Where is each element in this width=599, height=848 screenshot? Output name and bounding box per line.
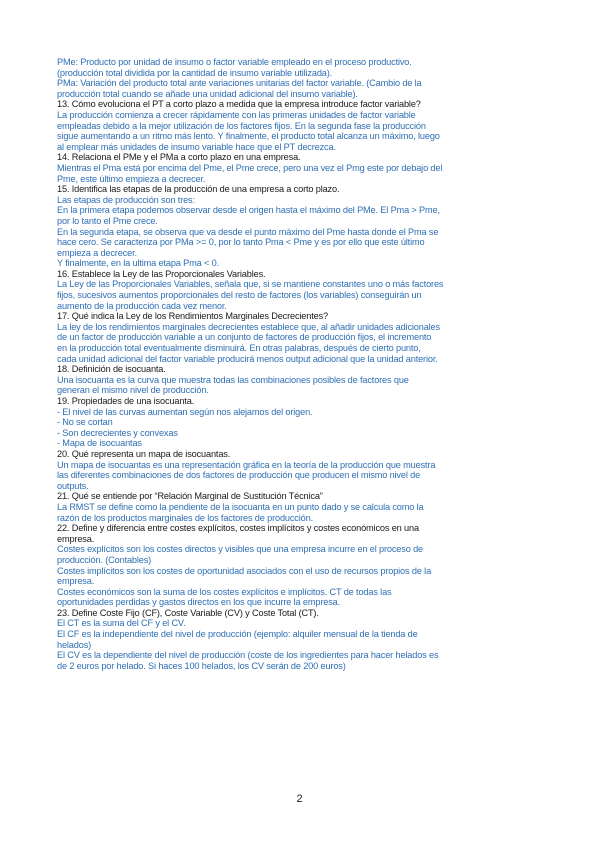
question-line: empresa.	[57, 533, 95, 544]
document-body	[57, 57, 542, 671]
question-line: 21. Qué se entiende por “Relación Marginal de Sustitución Técnica”	[57, 491, 323, 502]
answer-line: En la segunda etapa, se observa que va desde el punto máximo del Pme hasta donde el Pma se	[57, 226, 439, 237]
question-line: 16. Establece la Ley de las Proporcionales Variables.	[57, 268, 266, 279]
answer-line: helados)	[57, 639, 92, 650]
answer-line: de 2 euros por helado. Si haces 100 helados, los CV serán de 200 euros)	[57, 660, 346, 671]
answer-line: generan el mismo nivel de producción.	[57, 385, 209, 396]
question-line: 23. Define Coste Fijo (CF), Coste Variable (CV) y Coste Total (CT).	[57, 607, 319, 618]
answer-line: empleadas debido a la mejor utilización de los factores fijos. En la segunda fase la producción	[57, 120, 426, 131]
answer-line: por lo tanto el Pme crece.	[57, 215, 158, 226]
question-line: 22. Define y diferencia entre costes explícitos, costes implícitos y costes económicos en una	[57, 523, 419, 534]
answer-line: Y finalmente, en la ultima etapa Pma < 0.	[57, 258, 219, 269]
answer-line: El CT es la suma del CF y el CV.	[57, 618, 186, 629]
answer-line: aumento de la producción cada vez menor.	[57, 300, 227, 311]
answer-line: PMe: Producto por unidad de insumo o factor variable empleado en el proceso productivo.	[57, 57, 412, 67]
answer-line: sigue aumentando a un ritmo más lento. Y finalmente, el producto total alcanza un máximo, luego	[57, 131, 440, 142]
answer-line: en la producción total eventualmente disminuirá. En otras palabras, después de cierto punto,	[57, 343, 421, 354]
question-line: 14. Relaciona el PMe y el PMa a corto plazo en una empresa.	[57, 152, 301, 163]
page-number: 2	[296, 793, 303, 805]
answer-line: razón de los productos marginales de los factores de producción.	[57, 512, 313, 523]
question-line: 15. Identifica las etapas de la producción de una empresa a corto plazo.	[57, 184, 340, 195]
answer-line: El CF es la independiente del nivel de producción (ejemplo: alquiler mensual de la tienda de	[57, 629, 418, 640]
answer-line: El CV es la dependiente del nivel de producción (coste de los ingredientes para hacer helados es	[57, 650, 439, 661]
answer-line: PMa: Variación del producto total ante variaciones unitarias del factor variable. (Cambio de la	[57, 78, 422, 89]
answer-line: fijos, sucesivos aumentos proporcionales del resto de factores (los variables) conseguirán un	[57, 290, 422, 301]
answer-line: - El nivel de las curvas aumentan según nos alejamos del origen.	[57, 406, 313, 417]
answer-line: al emplear más unidades de insumo variable hace que el PT decrezca.	[57, 141, 336, 152]
answer-line: producción total cuando se añade una unidad adicional del insumo variable).	[57, 88, 358, 99]
answer-line: Costes explícitos son los costes directos y visibles que una empresa incurre en el proceso de	[57, 544, 423, 555]
answer-line: empieza a decrecer.	[57, 247, 137, 258]
answer-line: En la primera etapa podemos observar desde el origen hasta el máximo del PMe. El Pma > Pme,	[57, 205, 440, 216]
answer-line: (producción total dividida por la cantidad de insumo variable utilizada).	[57, 67, 333, 78]
question-line: 20. Qué representa un mapa de isocuantas.	[57, 448, 231, 459]
answer-line: Costes económicos son la suma de los costes explícitos e implícitos. CT de todas las	[57, 586, 392, 597]
answer-line: Costes implícitos son los costes de oportunidad asociados con el uso de recursos propios de la	[57, 565, 432, 576]
answer-line: - No se cortan	[57, 417, 113, 428]
answer-line: Las etapas de producción son tres:	[57, 194, 195, 205]
answer-line: producción. (Contables)	[57, 554, 152, 565]
answer-line: hace cero. Se caracteriza por PMa >= 0, por lo tanto Pma < Pme y es por ello que este último	[57, 237, 425, 248]
question-line: 19. Propiedades de una isocuanta.	[57, 396, 195, 406]
answer-line: empresa.	[57, 576, 95, 587]
answer-line: - Mapa de isocuantas	[57, 438, 142, 449]
answer-line: La ley de los rendimientos marginales decrecientes establece que, al añadir unidades adicionales	[57, 321, 440, 332]
answer-line: La RMST se define como la pendiente de la isocuanta en un punto dado y se calcula como la	[57, 501, 424, 512]
answer-line: Un mapa de isocuantas es una representación gráfica en la teoría de la producción que muestra	[57, 459, 436, 470]
answer-line: Mientras el Pma está por encima del Pme, el Pme crece, pero una vez el Pmg este por debajo del	[57, 162, 443, 173]
answer-line: - Son decrecientes y convexas	[57, 427, 178, 438]
answer-line: las diferentes combinaciones de dos factores de producción que producen el mismo nivel de	[57, 470, 421, 481]
answer-line: cada unidad adicional del factor variable producirá menos output adicional que la unidad anterior.	[57, 353, 438, 364]
question-line: 13. Cómo evoluciona el PT a corto plazo a medida que la empresa introduce factor variable?	[57, 99, 421, 110]
answer-line: Una isocuanta es la curva que muestra todas las combinaciones posibles de factores que	[57, 374, 409, 385]
answer-line: La Ley de las Proporcionales Variables, señala que, si se mantiene constantes uno o más factores	[57, 279, 444, 290]
answer-line: de un factor de producción variable a un conjunto de factores de producción fijos, el incremento	[57, 332, 432, 343]
answer-line: Pme, este último empieza a decrecer.	[57, 173, 206, 184]
answer-line: La producción comienza a crecer rápidamente con las primeras unidades de factor variable	[57, 109, 416, 120]
answer-line: outputs.	[57, 480, 89, 491]
question-line: 18. Definición de isocuanta.	[57, 364, 166, 375]
answer-line: oportunidades perdidas y gastos directos en los que incurre la empresa.	[57, 597, 341, 608]
question-line: 17. Qué indica la Ley de los Rendimientos Marginales Decrecientes?	[57, 311, 328, 322]
